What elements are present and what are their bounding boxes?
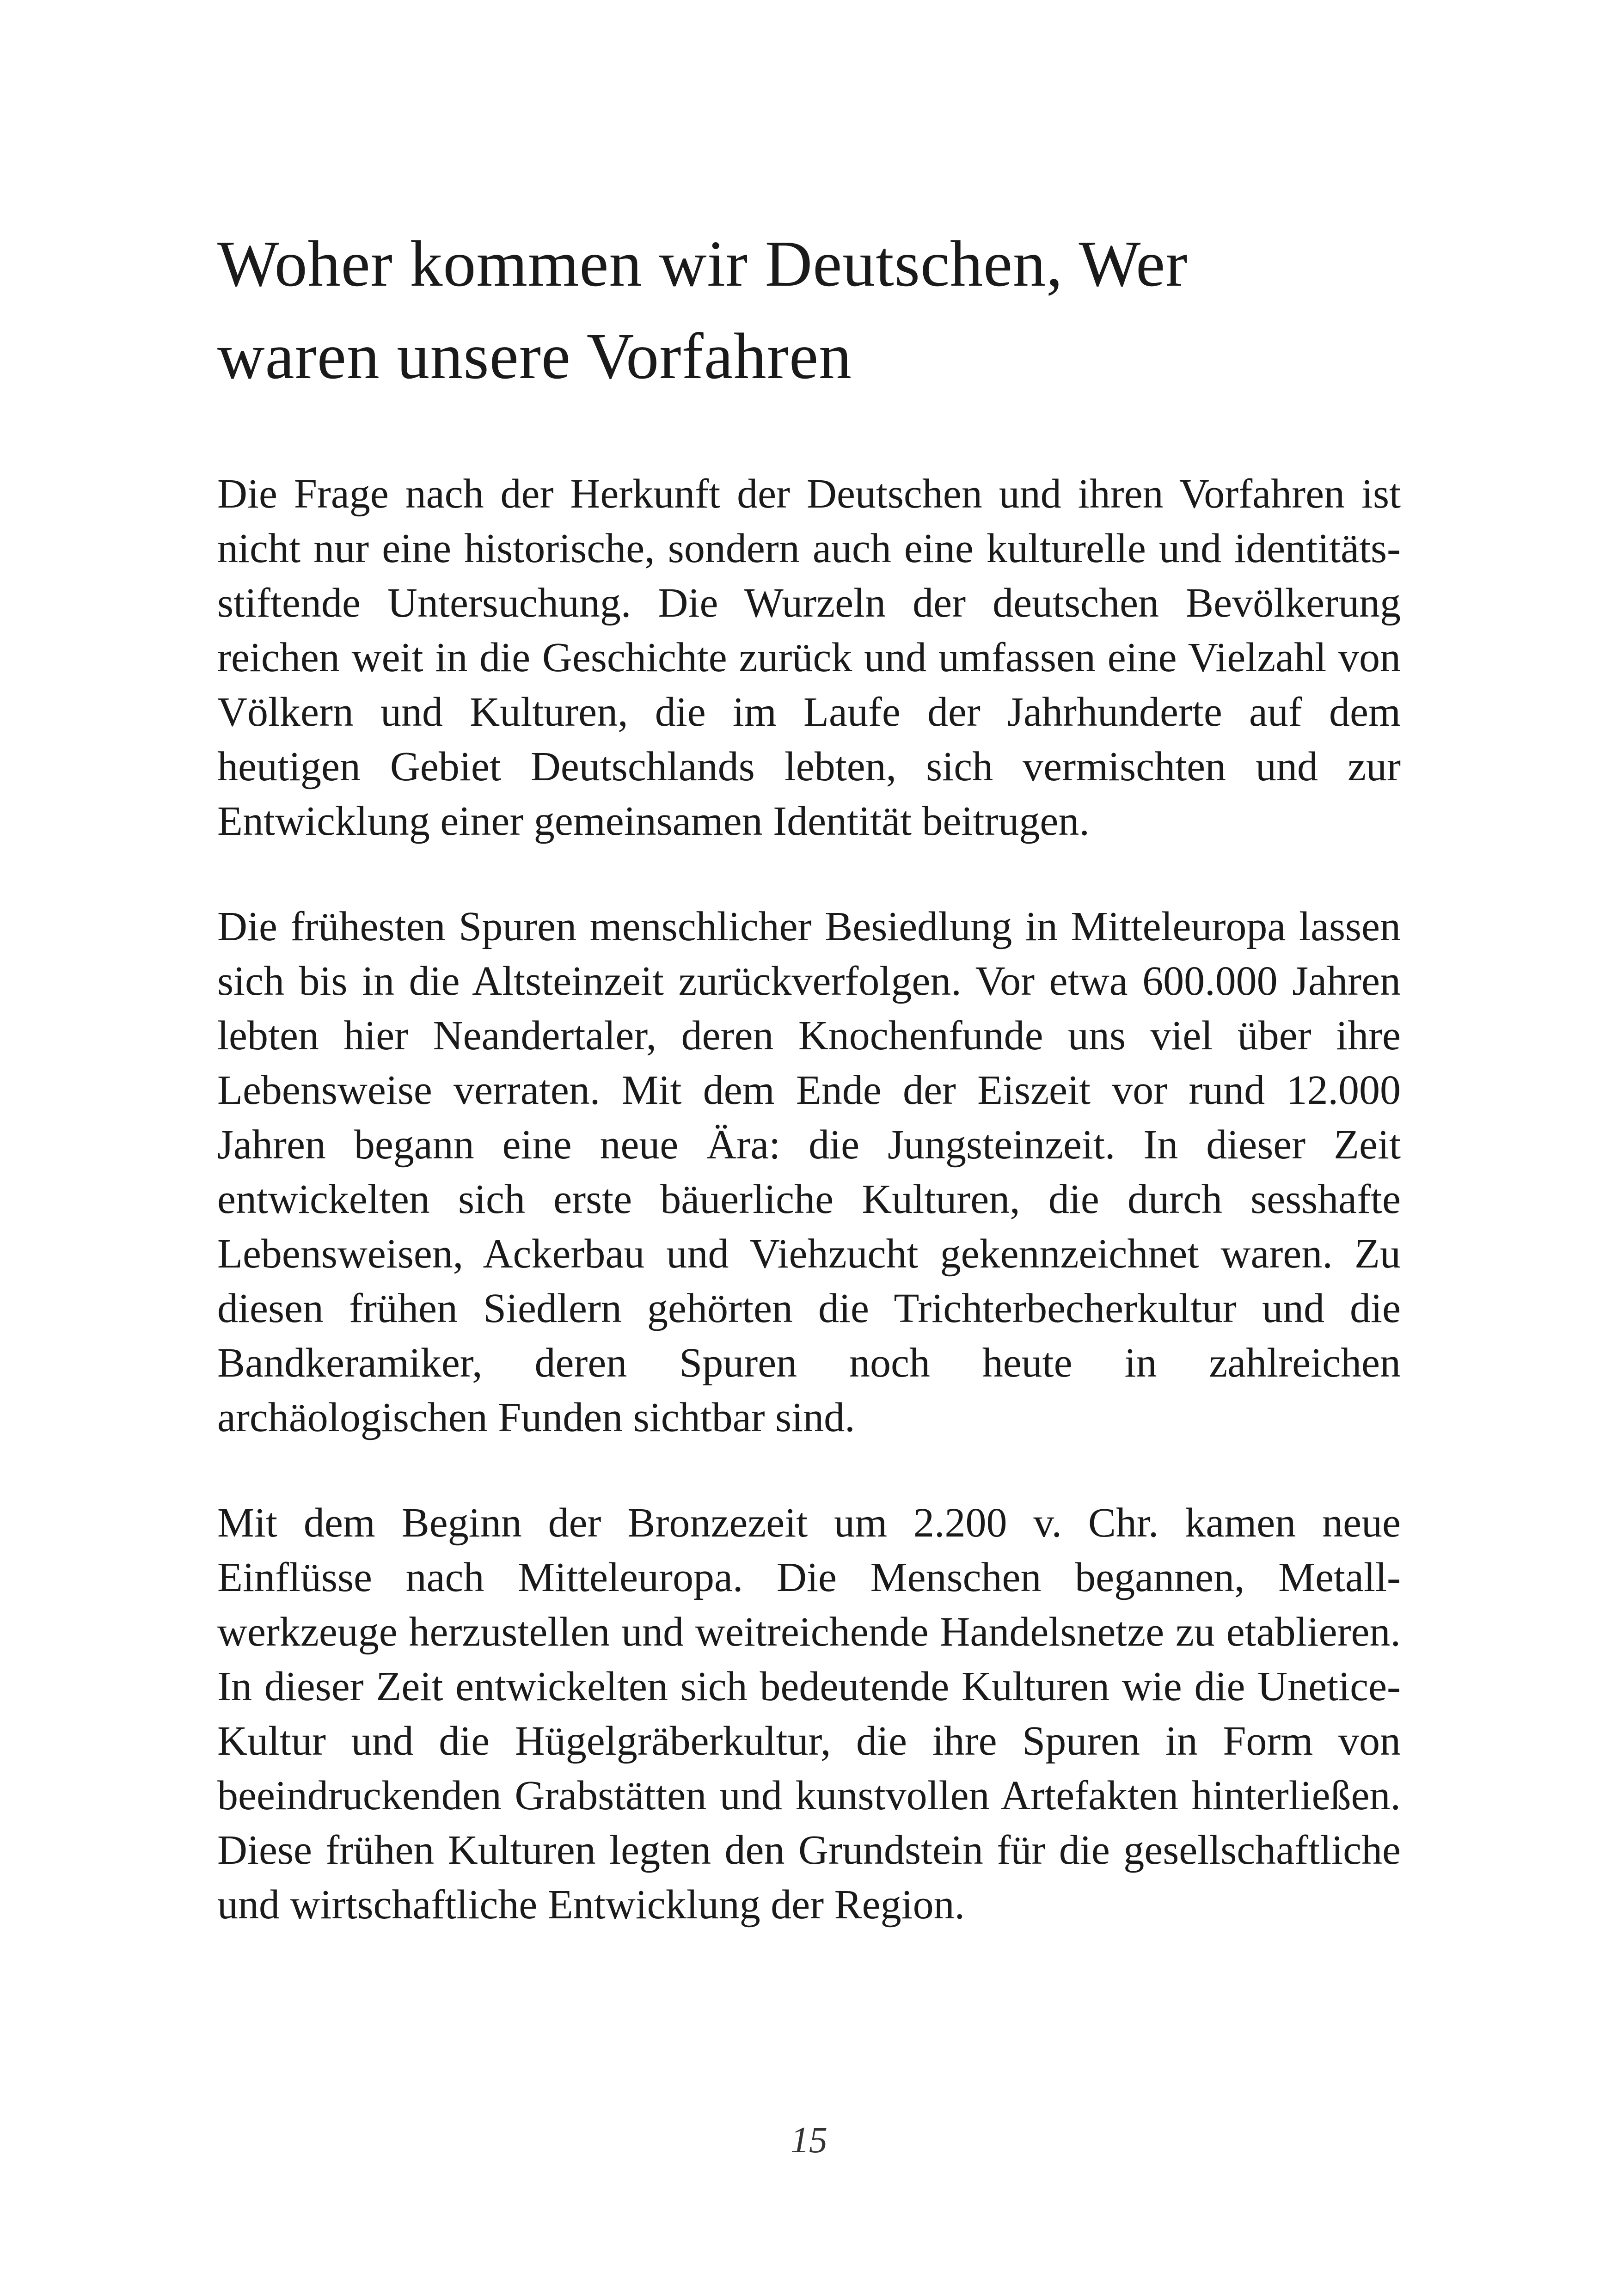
chapter-title-line-2: waren unsere Vorfahren xyxy=(217,319,852,392)
body-text xyxy=(217,467,1401,1932)
page-number: 15 xyxy=(791,2120,827,2161)
chapter-title xyxy=(217,217,1401,402)
paragraph-2: Die frühesten Spuren menschlicher Besiedlung in Mitteleuropa lassen sich bis in die Altsteinzeit zurückverfolgen. Vor etwa 600.000 Jahren lebten hier Neandertaler, deren Knochenfunde uns viel über ihre Lebensweise verraten. Mit dem Ende der Eiszeit vor rund 12.000 Jahren begann eine neue Ära: die Jungsteinzeit. In dieser Zeit entwickelten sich erste bäuerliche Kulturen, die durch sesshafte Lebensweisen, Ackerbau und Viehzucht gekennzeichnet waren. Zu diesen frühen Siedlern gehörten die Trichterbecherkultur und die Bandkeramiker, deren Spuren noch heute in zahlreichen archäologischen Funden sichtbar sind. xyxy=(217,904,1401,1440)
paragraph-1: Die Frage nach der Herkunft der Deutschen und ihren Vorfahren ist nicht nur eine historische, sondern auch eine kulturelle und identitäts-stiftende Untersuchung. Die Wurzeln der deutschen Bevölkerung reichen weit in die Geschichte zurück und umfassen eine Vielzahl von Völkern und Kulturen, die im Laufe der Jahrhunderte auf dem heutigen Gebiet Deutschlands lebten, sich vermischten und zur Entwicklung einer gemeinsamen Identität beitrugen. xyxy=(217,471,1401,844)
chapter-title-line-1: Woher kommen wir Deutschen, Wer xyxy=(217,227,1188,300)
paragraph-3: Mit dem Beginn der Bronzezeit um 2.200 v. Chr. kamen neue Einflüsse nach Mitteleuropa. Die Menschen begannen, Metallwerkzeuge herzustellen und weitreichende Handelsnetze zu etablieren. In dieser Zeit entwickelten sich bedeutende Kulturen wie die Unetice-Kultur und die Hügelgräberkultur, die ihre Spuren in Form von beeindruckenden Grabstätten und kunstvollen Artefakten hinterließen. Diese frühen Kulturen legten den Grundstein für die gesellschaftliche und wirtschaftliche Entwicklung der Region. xyxy=(217,1500,1401,1928)
page-content xyxy=(217,217,1401,1932)
